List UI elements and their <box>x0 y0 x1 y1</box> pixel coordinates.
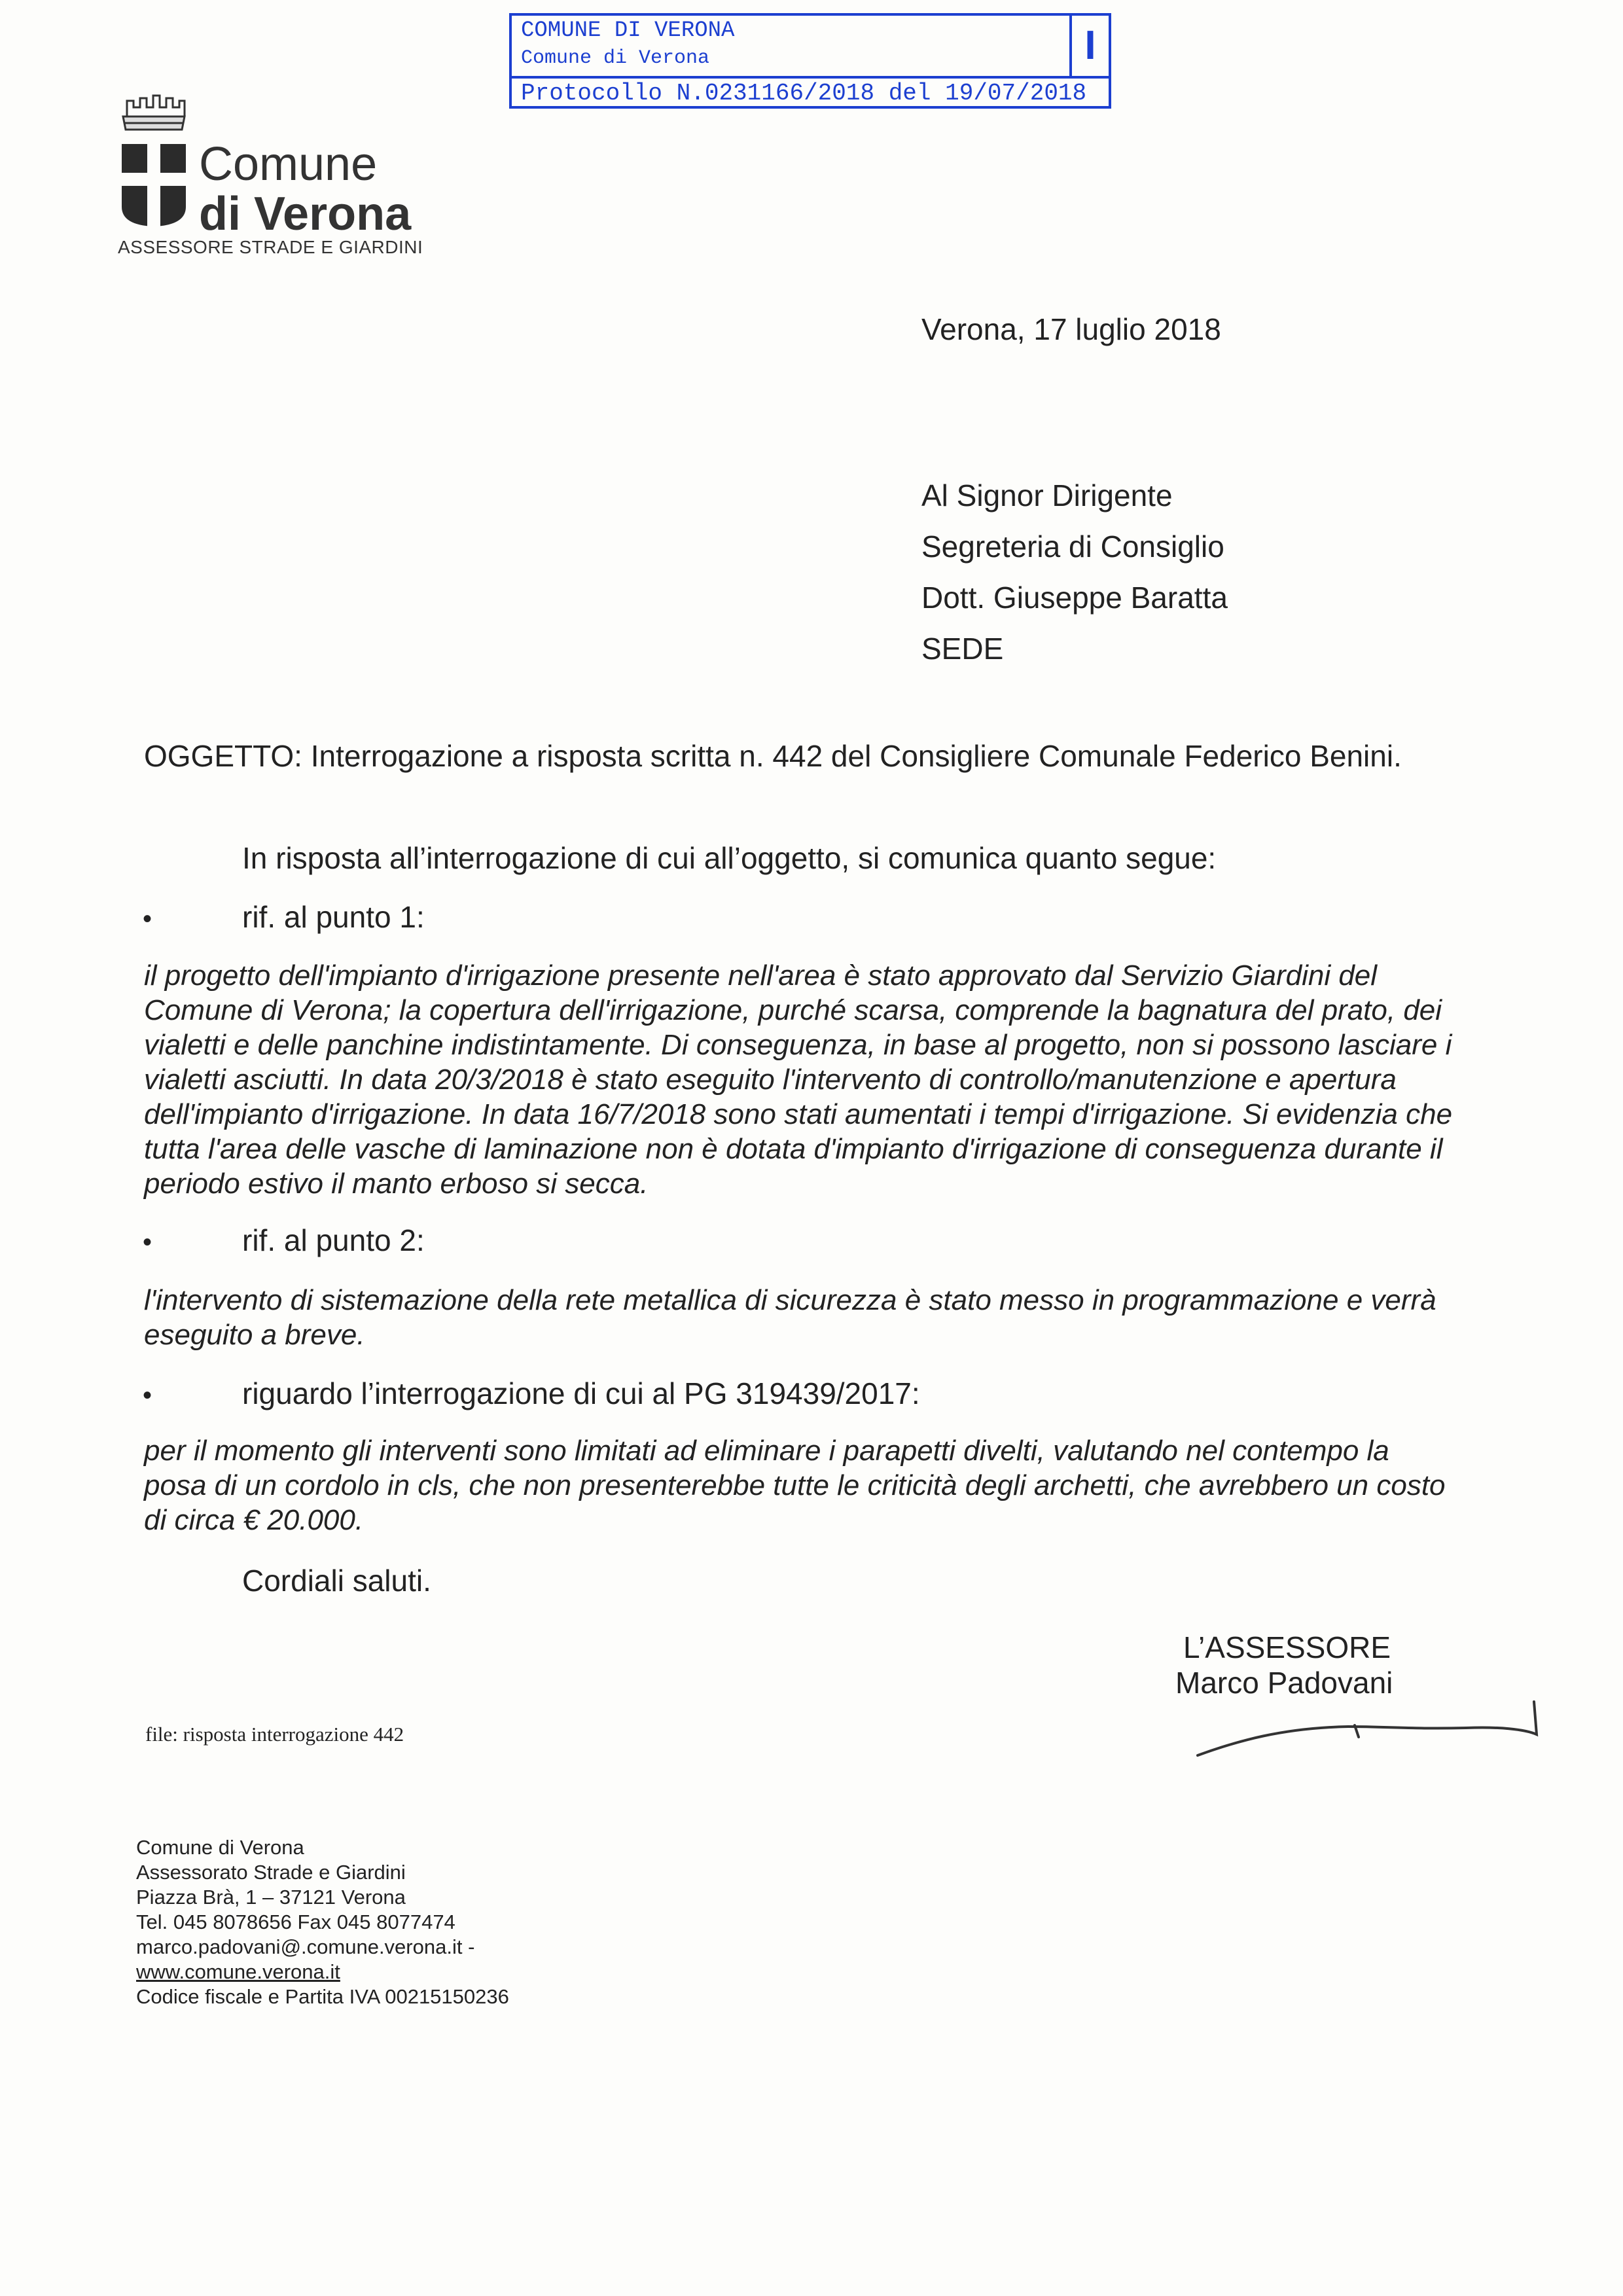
letter-subject: OGGETTO: Interrogazione a risposta scritta n. 442 del Consigliere Comunale Federico Benini. <box>144 739 1402 773</box>
letter-date: Verona, 17 luglio 2018 <box>921 312 1221 346</box>
footer-address <box>136 1835 509 2009</box>
logo-title-line-1: Comune <box>199 138 378 190</box>
point-text-line: vialetti asciutti. In data 20/3/2018 è stato eseguito l'intervento di controllo/manutenzione e apertura <box>144 1064 1397 1096</box>
recipient-line: Segreteria di Consiglio <box>921 529 1224 564</box>
footer-line: Piazza Brà, 1 – 37121 Verona <box>136 1886 406 1909</box>
stamp-category: I <box>1069 16 1109 76</box>
footer-line: Assessorato Strade e Giardini <box>136 1861 406 1884</box>
stamp-line-2: Comune di Verona <box>521 47 710 69</box>
point-text-line: per il momento gli interventi sono limitati ad eliminare i parapetti divelti, valutando nel contempo la <box>144 1435 1389 1467</box>
signature-name: Marco Padovani <box>1175 1666 1393 1700</box>
bullet-icon: • <box>143 1228 152 1257</box>
comune-logo <box>115 92 455 262</box>
point-text-line: periodo estivo il manto erboso si secca. <box>144 1168 649 1200</box>
footer-line: Tel. 045 8078656 Fax 045 8077474 <box>136 1910 455 1933</box>
point-text-line: Comune di Verona; la copertura dell'irrigazione, purché scarsa, comprende la bagnatura del prato, dei <box>144 994 1442 1026</box>
signature-title: L’ASSESSORE <box>1183 1630 1391 1664</box>
protocol-stamp <box>509 13 1111 109</box>
footer-line: Codice fiscale e Partita IVA 00215150236 <box>136 1985 509 2008</box>
footer-website-link[interactable]: www.comune.verona.it <box>136 1960 340 1983</box>
stamp-protocol-number: Protocollo N.0231166/2018 del 19/07/2018 <box>521 80 1087 107</box>
point-text-line: eseguito a breve. <box>144 1319 365 1351</box>
point-text-line: il progetto dell'impianto d'irrigazione presente nell'area è stato approvato dal Servizio Giardini del <box>144 960 1378 992</box>
recipient-line: Al Signor Dirigente <box>921 478 1173 512</box>
recipient-line: SEDE <box>921 632 1004 666</box>
recipient-line: Dott. Giuseppe Baratta <box>921 581 1228 615</box>
logo-office-subtitle: ASSESSORE STRADE E GIARDINI <box>118 237 423 257</box>
point-text-line: dell'impianto d'irrigazione. In data 16/7/2018 sono stati aumentati i tempi d'irrigazione. Si evidenzia che <box>144 1098 1453 1130</box>
bullet-icon: • <box>143 905 152 933</box>
footer-line: Comune di Verona <box>136 1836 304 1859</box>
footer-email: marco.padovani@.comune.verona.it - <box>136 1935 475 1958</box>
point-text-line: di circa € 20.000. <box>144 1504 364 1536</box>
point-text-line: vialetti e delle panchine indistintamente. Di conseguenza, in base al progetto, non si possono lasciare i <box>144 1029 1452 1061</box>
coat-of-arms-icon <box>118 92 190 229</box>
point-text-line: tutta l'area delle vasche di laminazione non è dotata d'impianto d'irrigazione di conseguenza durante il <box>144 1133 1443 1165</box>
letter-intro: In risposta all’interrogazione di cui all’oggetto, si comunica quanto segue: <box>242 841 1217 875</box>
point-text-line: l'intervento di sistemazione della rete metallica di sicurezza è stato messo in programmazione e verrà <box>144 1284 1436 1316</box>
point-heading: rif. al punto 2: <box>242 1223 425 1257</box>
file-note: file: risposta interrogazione 442 <box>145 1723 404 1746</box>
point-heading: riguardo l’interrogazione di cui al PG 319439/2017: <box>242 1376 920 1410</box>
point-heading: rif. al punto 1: <box>242 900 425 934</box>
bullet-icon: • <box>143 1381 152 1410</box>
point-text-line: posa di un cordolo in cls, che non presenterebbe tutte le criticità degli archetti, che avrebbero un costo <box>144 1469 1446 1501</box>
handwritten-signature <box>1191 1689 1544 1767</box>
closing-greeting: Cordiali saluti. <box>242 1564 431 1598</box>
stamp-line-1: COMUNE DI VERONA <box>521 18 735 43</box>
logo-title-line-2: di Verona <box>199 188 412 240</box>
